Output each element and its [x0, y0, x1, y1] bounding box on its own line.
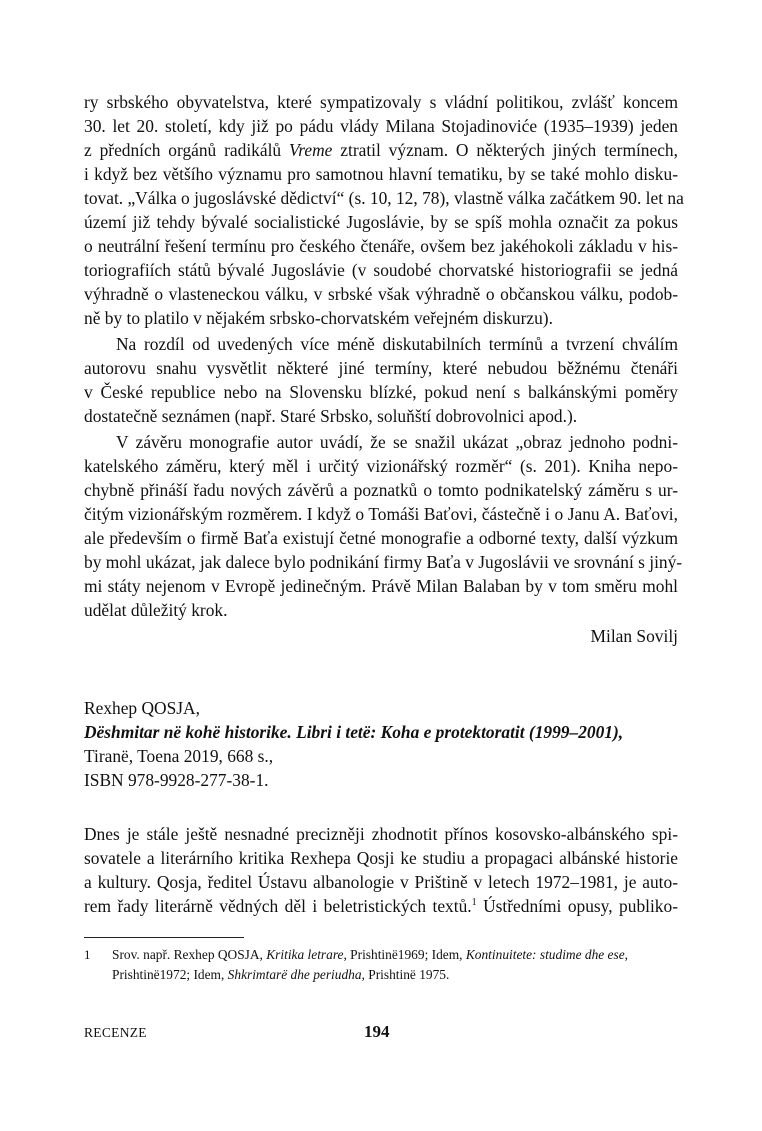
text-line: čitým vizionářským rozměrem. I když o Tomáši Baťovi, částečně i o Janu A. Baťovi,	[84, 504, 678, 524]
text-span: ztratil význam. O některých jiných termínech,	[340, 140, 678, 160]
text-span: ,	[624, 947, 629, 962]
text-line: dostatečně seznámen (např. Staré Srbsko, soluňští dobrovolnici apod.).	[84, 406, 578, 426]
footer-section-label: RECENZE	[84, 1025, 147, 1040]
text-line: by mohl ukázat, jak dalece bylo podnikání firmy Baťa v Jugoslávii ve srovnání s jiný-	[84, 552, 683, 572]
bibliography-publisher: Tiranë, Toena 2019, 668 s.,	[84, 746, 274, 766]
text-line: ně by to platilo v nějakém srbsko-chorvatském veřejném diskurzu).	[84, 308, 553, 328]
text-line: i když bez většího významu pro samotnou hlavní tematiku, by se také mohlo disku-	[84, 164, 678, 184]
text-line: Na rozdíl od uvedených více méně diskutabilních termínů a tvrzení chválím	[116, 334, 678, 354]
bibliography-title: Dëshmitar në kohë historike. Libri i tetë: Koha e protektoratit (1999–2001),	[84, 722, 624, 742]
italic-term: Vreme	[288, 140, 333, 160]
text-line: udělat důležitý krok.	[84, 600, 228, 620]
text-line: katelského záměru, který měl i určitý vizionářský rozměr“ (s. 201). Kniha nepo-	[84, 456, 678, 476]
text-line: Dnes je stále ještě nesnadné precizněji zhodnotit přínos kosovsko-albánského spi-	[84, 824, 678, 844]
footnote-marker[interactable]: 1	[471, 897, 477, 909]
footnote-line	[112, 965, 678, 985]
footnote-line	[112, 945, 678, 965]
text-span: rem řady literárně vědných děl i beletristických textů.	[84, 896, 472, 916]
text-line: o neutrální řešení termínu pro českého čtenáře, ovšem bez jakéhokoli základu v his-	[84, 236, 678, 256]
bibliography-isbn: ISBN 978-9928-277-38-1.	[84, 770, 269, 790]
text-line: v České republice nebo na Slovensku blízké, pokud není s balkánskými poměry	[84, 382, 678, 402]
text-line	[84, 138, 678, 162]
footnote-divider	[84, 937, 244, 938]
text-line: území již tehdy bývalé socialistické Jugoslávie, by se spíš mohla označit za pokus	[84, 212, 678, 232]
text-span: Ústředními opusy, publiko-	[476, 896, 678, 916]
text-span: z předních orgánů radikálů	[84, 140, 282, 160]
text-line	[84, 894, 678, 918]
text-span: Prishtinë 1975.	[364, 967, 450, 982]
text-line: toriografiích států bývalé Jugoslávie (v soudobé chorvatské historiografii se jedná	[84, 260, 678, 280]
italic-title: Shkrimtarë dhe periudha,	[227, 967, 365, 982]
text-line: V závěru monografie autor uvádí, že se snažil ukázat „obraz jednoho podni-	[116, 432, 678, 452]
italic-title: Kontinuitete: studime dhe ese	[465, 947, 625, 962]
text-span: Srov. např. Rexhep QOSJA,	[112, 947, 267, 962]
text-line: autorovu snahu vysvětlit některé jiné termíny, které nebudou běžnému čtenáři	[84, 358, 678, 378]
text-line: a kultury. Qosja, ředitel Ústavu albanologie v Prištině v letech 1972–1981, je auto-	[84, 872, 678, 892]
text-line: mi státy nejenom v Evropě jedinečným. Právě Milan Balaban by v tom směru mohl	[84, 576, 678, 596]
text-line: ry srbského obyvatelstva, které sympatizovaly s vládní politikou, zvlášť koncem	[84, 92, 678, 112]
review-signature: Milan Sovilj	[590, 626, 678, 646]
text-line: 30. let 20. století, kdy již po pádu vlády Milana Stojadinoviće (1935–1939) jeden	[84, 116, 678, 136]
italic-title: Kritika letrare	[266, 947, 344, 962]
page-number: 194	[364, 1022, 390, 1041]
footnote-number: 1	[84, 947, 91, 962]
text-line: ale především o firmě Baťa existují četné monografie a odborné texty, další výzkum	[84, 528, 678, 548]
page	[84, 0, 684, 1131]
bibliography-author: Rexhep QOSJA,	[84, 698, 200, 718]
text-line: chybně přináší řadu nových závěrů a poznatků o tomto podnikatelský záměru s ur-	[84, 480, 678, 500]
text-line: sovatele a literárního kritika Rexhepa Qosji ke studiu a propagaci albánské historie	[84, 848, 678, 868]
text-line: výhradně o vlasteneckou válku, v srbské však výhradně o občanskou válku, podob-	[84, 284, 678, 304]
text-span: Prishtinë1972; Idem,	[112, 967, 228, 982]
text-span: , Prishtinë1969; Idem,	[343, 947, 466, 962]
text-line: tovat. „Válka o jugoslávské dědictví“ (s. 10, 12, 78), vlastně válka začátkem 90. let na	[84, 188, 684, 208]
